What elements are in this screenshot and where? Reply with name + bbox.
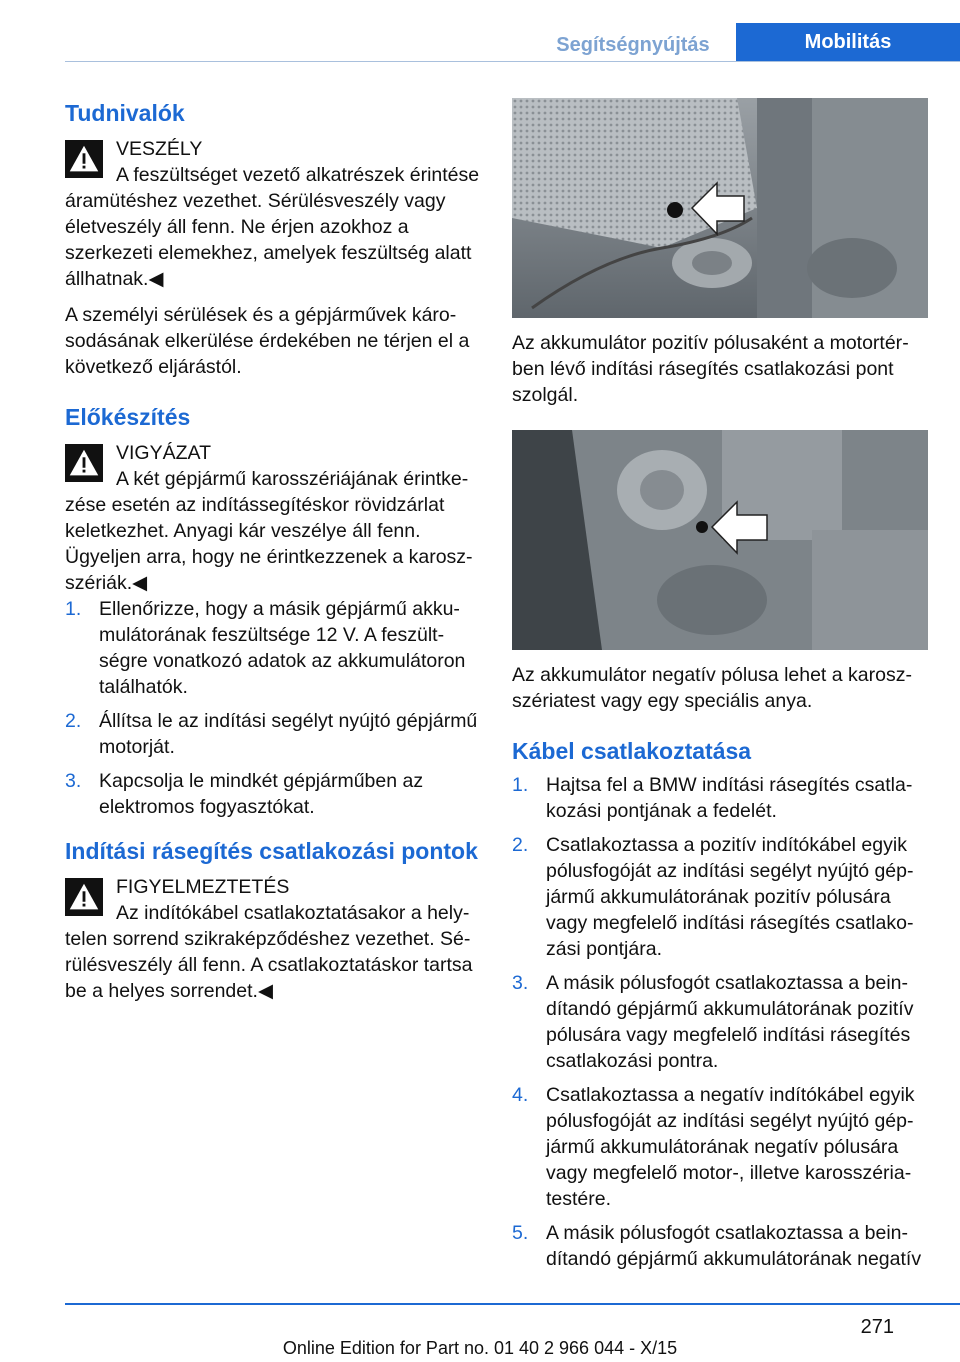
paragraph-eljaras: A személyi sérülések és a gépjárművek károsodásának elkerülése érdekében ne térjen el a következő eljárástól. [65, 304, 470, 378]
header-divider [65, 61, 960, 62]
list-text: A másik pólusfogót csatlakoztassa a beindítandó gépjármű akkumulátorának negatív [546, 1222, 922, 1270]
tab-segitsegnyujtas[interactable]: Segítségnyújtás [556, 33, 710, 56]
list-item [512, 1082, 930, 1212]
warning-text: A feszültséget vezető alkatrészek érintése áramütéshez vezethet. Sérülésveszély vagy életveszély áll fenn. Ne érjen azokhoz a szerkezeti elemekhez, amelyek feszültség alatt állhatnak.◀ [65, 164, 480, 290]
caption-positive: Az akkumulátor pozitív pólusaként a motortérben lévő indítási rásegítés csatlakozási pont szolgál. [512, 332, 909, 406]
list-number: 3. [65, 770, 82, 792]
list-item [512, 970, 930, 1074]
warning-block-figyelmeztetes [65, 874, 480, 1004]
warning-block-vigyazat [65, 440, 480, 596]
warning-text: A két gépjármű karosszériájának érintkezése esetén az indítássegítéskor rövidzárlat keletkezhet. Anyagi kár veszélye áll fenn. Ügyeljen arra, hogy ne érintkezzenek a karoszszériák.◀ [65, 468, 473, 594]
footer-divider [65, 1303, 960, 1305]
list-item [65, 596, 480, 700]
list-text: Állítsa le az indítási segélyt nyújtó gépjármű motorját. [99, 710, 478, 758]
list-number: 4. [512, 1084, 529, 1106]
warning-triangle-icon [65, 140, 103, 178]
heading-pontok: Indítási rásegítés csatlakozási pontok [65, 838, 478, 864]
warning-text: Az indítókábel csatlakoztatásakor a helytelen sorrend szikraképződéshez vezethet. Sérülésveszély áll fenn. A csatlakoztatáskor tartsa be a helyes sorrendet.◀ [65, 902, 473, 1002]
heading-kabel: Kábel csatlakoztatása [512, 738, 752, 764]
right-column [512, 98, 930, 1280]
tab-mobilitas[interactable]: Mobilitás [736, 23, 960, 62]
list-text: Hajtsa fel a BMW indítási rásegítés csatlakozási pontjának a fedelét. [546, 774, 913, 822]
warning-label: FIGYELMEZTETÉS [116, 876, 290, 898]
heading-elokeszites: Előkészítés [65, 404, 191, 430]
list-text: A másik pólusfogót csatlakoztassa a beindítandó gépjármű akkumulátorának pozitív pólusára vagy megfelelő indítási rásegítés csatlakozási pontra. [546, 972, 914, 1072]
list-item [65, 768, 480, 820]
heading-tudnivalok: Tudnivalók [65, 100, 185, 126]
list-text: Ellenőrizze, hogy a másik gépjármű akkumulátorának feszültsége 12 V. A feszültségre vonatkozó adatok az akkumulátoron találhatók. [99, 598, 466, 698]
page-number: 271 [860, 1316, 894, 1338]
edition-note: Online Edition for Part no. 01 40 2 966 044 - X/15 [282, 1338, 678, 1358]
warning-triangle-icon [65, 878, 103, 916]
list-number: 1. [512, 774, 529, 796]
list-number: 2. [65, 710, 82, 732]
list-item [512, 772, 930, 824]
list-text: Csatlakoztassa a negatív indítókábel egyik pólusfogóját az indítási segélyt nyújtó gépjármű akkumulátorának negatív pólusára vagy megfelelő motor-, illetve karosszériatestére. [546, 1084, 915, 1210]
list-number: 3. [512, 972, 529, 994]
list-number: 2. [512, 834, 529, 856]
list-text: Kapcsolja le mindkét gépjárműben az elektromos fogyasztókat. [99, 770, 424, 818]
warning-triangle-icon [65, 444, 103, 482]
warning-label: VIGYÁZAT [116, 442, 211, 464]
list-number: 1. [65, 598, 82, 620]
engine-bay-positive-photo [512, 98, 928, 318]
list-item [512, 832, 930, 962]
engine-bay-negative-photo [512, 430, 928, 650]
list-number: 5. [512, 1222, 529, 1244]
list-item [65, 708, 480, 760]
warning-block-veszely [65, 136, 480, 292]
list-text: Csatlakoztassa a pozitív indítókábel egyik pólusfogóját az indítási segélyt nyújtó gépjármű akkumulátorának pozitív pólusára vagy megfelelő indítási rásegítés csatlakozási pontjára. [546, 834, 914, 960]
list-item [512, 1220, 930, 1272]
caption-negative: Az akkumulátor negatív pólusa lehet a karoszszériatest vagy egy speciális anya. [512, 664, 912, 712]
elokeszites-steps [65, 596, 480, 820]
left-column [65, 98, 480, 1004]
kabel-steps [512, 772, 930, 1272]
warning-label: VESZÉLY [116, 138, 203, 160]
